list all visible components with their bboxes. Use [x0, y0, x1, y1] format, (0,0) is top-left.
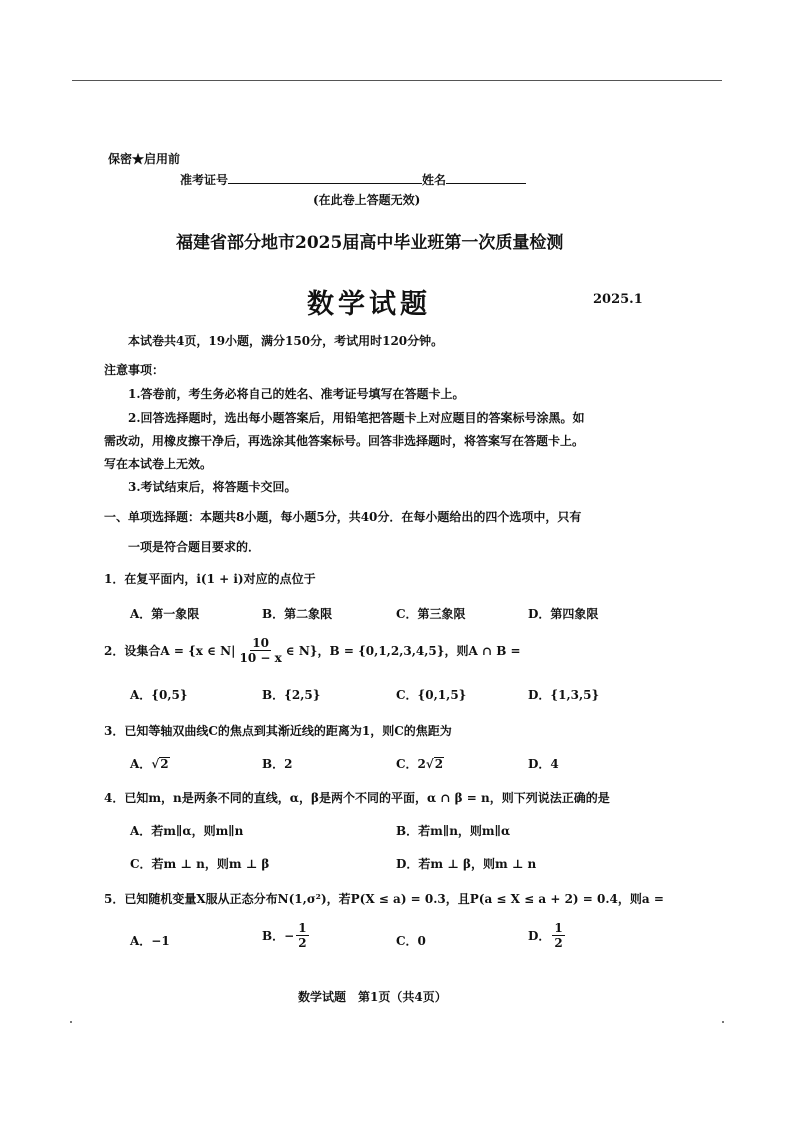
- q4-option-d: D．若m ⊥ β，则m ⊥ n: [396, 857, 537, 871]
- q1-option-b: B．第二象限: [262, 607, 333, 621]
- exam-date: 2025.1: [593, 292, 643, 307]
- page-footer: 数学试题 第1页（共4页）: [298, 990, 447, 1004]
- q5-stem: 5．已知随机变量X服从正态分布N(1,σ²)，若P(X ≤ a) = 0.3，且P(a ≤ X ≤ a + 2) = 0.4，则a =: [104, 892, 664, 906]
- q5-option-a: A．−1: [130, 934, 170, 948]
- q3-option-a: [130, 755, 170, 772]
- exam-id-blank: [228, 171, 422, 184]
- q2-frac-denominator: 10 − x: [239, 651, 282, 665]
- q5-option-b-fraction: [296, 922, 308, 949]
- section-1-line-1: 一、单项选择题：本题共8小题，每小题5分，共40分．在每小题给出的四个选项中，只有: [104, 510, 582, 524]
- q3-option-c: [396, 755, 444, 772]
- q1-stem: 1．在复平面内，i(1 + i)对应的点位于: [104, 572, 316, 586]
- q5-option-b-label: B．−: [262, 929, 295, 943]
- exam-id-label: 准考证号: [180, 173, 229, 187]
- q5-option-d: [528, 922, 567, 949]
- q2-option-b: B．{2,5}: [262, 688, 321, 702]
- q2-frac-numerator: 10: [252, 636, 269, 650]
- radical-sign-icon: √: [151, 757, 160, 771]
- q5-option-b: [262, 922, 311, 949]
- q3-option-d: D．4: [528, 757, 559, 771]
- q5-option-d-fraction: [552, 922, 564, 949]
- q4-option-a: A．若m∥α，则m∥n: [130, 824, 244, 838]
- intro-text: 本试卷共4页，19小题，满分150分，考试用时120分钟。: [128, 334, 444, 348]
- q2-option-a: A．{0,5}: [130, 688, 188, 702]
- q4-stem: 4．已知m，n是两条不同的直线，α，β是两个不同的平面，α ∩ β = n，则下列说法正确的是: [104, 791, 610, 805]
- q3-option-a-label: A．: [130, 757, 152, 771]
- q5-option-d-label: D．: [528, 929, 551, 943]
- exam-id-row: [180, 171, 526, 188]
- top-rule: [72, 80, 722, 81]
- radical-sign-icon: √: [425, 757, 434, 771]
- scan-speck: [722, 1021, 724, 1023]
- q2-stem: [104, 637, 521, 664]
- q2-stem-post: ∈ N}，B = {0,1,2,3,4,5}，则A ∩ B =: [285, 644, 521, 658]
- name-label: 姓名: [422, 173, 447, 187]
- q2-fraction: [238, 637, 284, 664]
- subject-title: 数学试题: [307, 289, 431, 320]
- q5-option-d-numerator: 1: [554, 921, 563, 935]
- q5-option-b-numerator: 1: [298, 921, 307, 935]
- notes-heading: 注意事项：: [104, 363, 165, 377]
- sqrt-symbol: [151, 757, 169, 771]
- no-answer-note: (在此卷上答题无效): [313, 193, 421, 207]
- note-1: 1.答卷前，考生务必将自己的姓名、准考证号填写在答题卡上。: [128, 387, 465, 401]
- q2-stem-pre: 2．设集合A = {x ∈ N|: [104, 644, 236, 658]
- q4-option-c: C．若m ⊥ n，则m ⊥ β: [130, 857, 270, 871]
- q2-option-d: D．{1,3,5}: [528, 688, 600, 702]
- note-2-line-1: 2.回答选择题时，选出每小题答案后，用铅笔把答题卡上对应题目的答案标号涂黑。如: [128, 411, 585, 425]
- q2-option-c: C．{0,1,5}: [396, 688, 467, 702]
- q3-stem: 3．已知等轴双曲线C的焦点到其渐近线的距离为1，则C的焦距为: [104, 724, 452, 738]
- q5-option-c: C．0: [396, 934, 426, 948]
- q5-option-d-denominator: 2: [554, 936, 563, 950]
- note-3: 3.考试结束后，将答题卡交回。: [128, 480, 297, 494]
- scan-speck: [70, 1021, 72, 1023]
- q1-option-c: C．第三象限: [396, 607, 466, 621]
- exam-title: 福建省部分地市2025届高中毕业班第一次质量检测: [176, 233, 564, 253]
- q1-option-d: D．第四象限: [528, 607, 599, 621]
- note-2-line-3: 写在本试卷上无效。: [104, 457, 213, 471]
- section-1-line-2: 一项是符合题目要求的．: [128, 540, 261, 554]
- q3-option-c-label: C．2: [396, 757, 426, 771]
- name-blank: [446, 171, 526, 184]
- q1-option-a: A．第一象限: [130, 607, 200, 621]
- q5-option-b-denominator: 2: [298, 936, 307, 950]
- sqrt-symbol: [426, 757, 444, 771]
- q3-option-a-radicand: 2: [160, 756, 169, 771]
- q3-option-c-radicand: 2: [434, 756, 444, 771]
- q3-option-b: B．2: [262, 757, 293, 771]
- note-2-line-2: 需改动，用橡皮擦干净后，再选涂其他答案标号。回答非选择题时，将答案写在答题卡上。: [104, 434, 585, 448]
- confidential-label: 保密★启用前: [108, 152, 181, 166]
- q4-option-b: B．若m∥n，则m∥α: [396, 824, 511, 838]
